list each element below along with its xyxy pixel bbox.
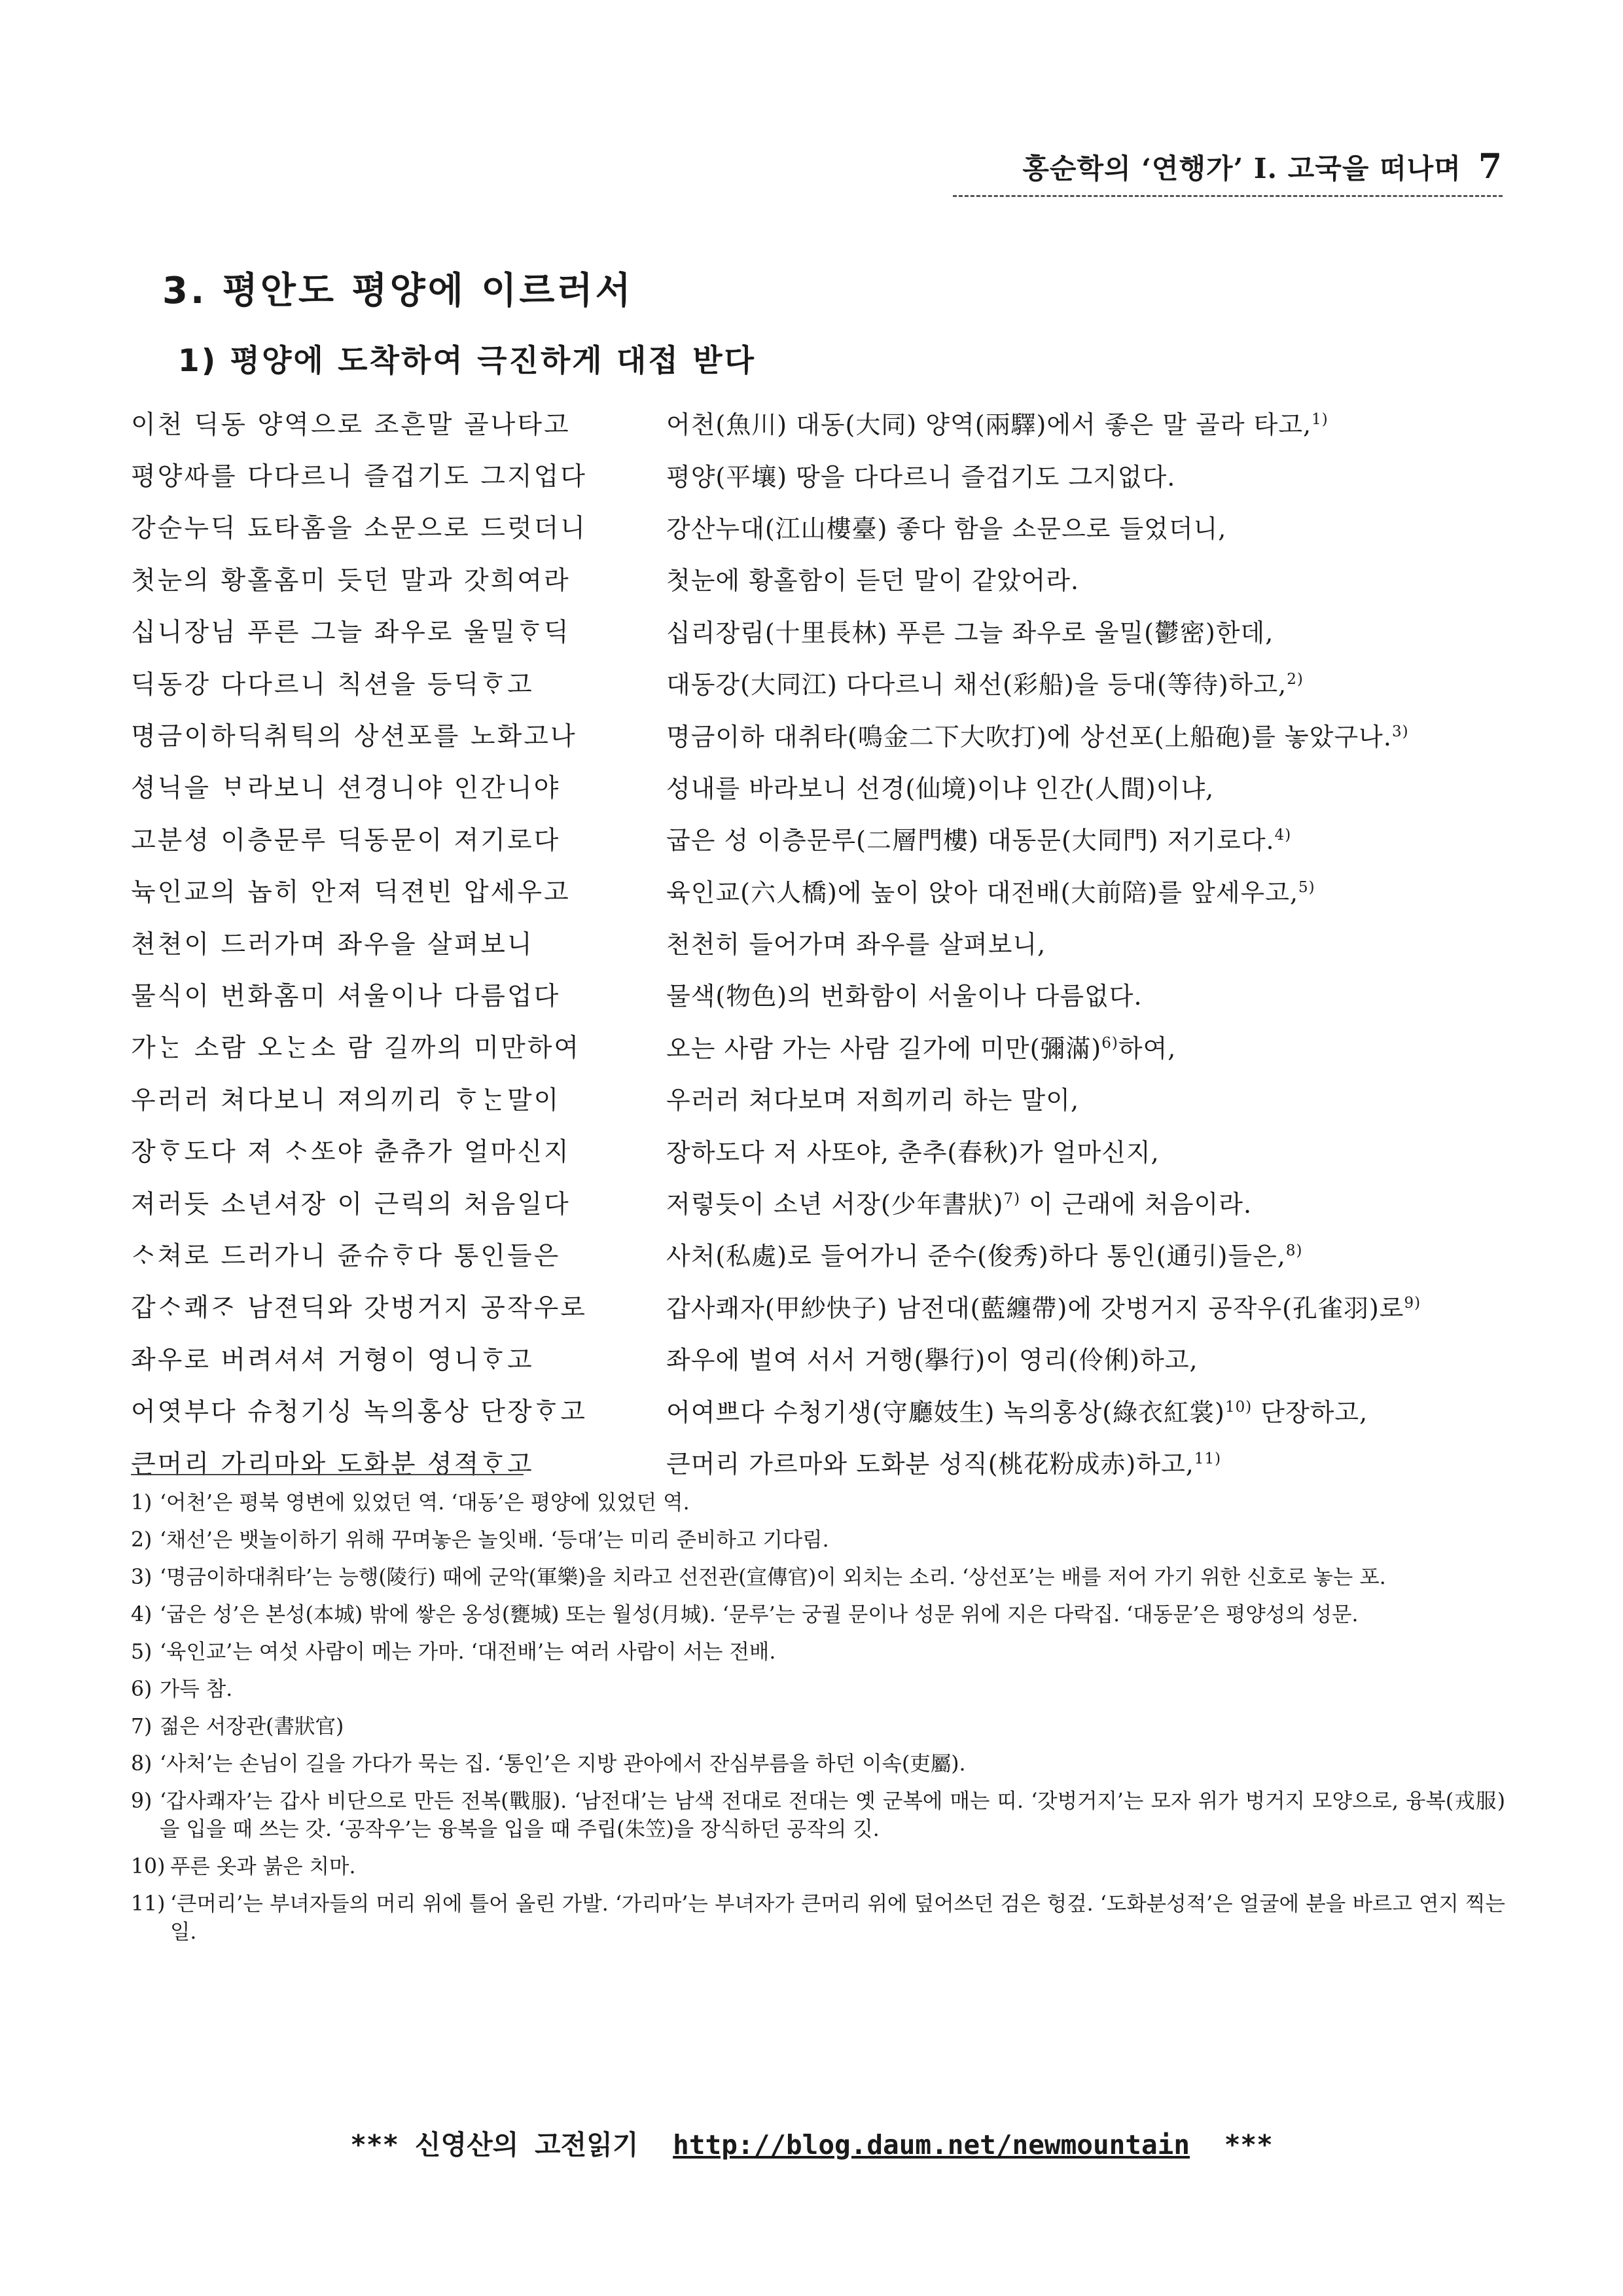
footnote-text: ‘굽은 성’은 본성(本城) 밖에 쌓은 옹성(甕城) 또는 월성(月城). ‘문루’는 궁궐 문이나 성문 위에 지은 다락집. ‘대동문’은 평양성의 성문.: [160, 1603, 1359, 1626]
footnote: [131, 1787, 1505, 1844]
footnote-marker: 4): [1274, 827, 1292, 844]
verse-original: 져러듯 소년셔장 이 근릭의 처음일다: [131, 1189, 571, 1219]
verse-modern: [666, 1184, 1252, 1220]
verse-original: 셩닉을 ᄇᆞ라보니 션경니야 인간니야: [131, 774, 561, 804]
verse-row: [131, 1280, 1512, 1332]
footnote-text: ‘명금이하대취타’는 능행(陵行) 때에 군악(軍樂)을 치라고 선전관(宣傳官)이 외치는 소리. ‘상선포’는 배를 저어 가기 위한 신호로 놓는 포.: [160, 1566, 1386, 1589]
verse-modern-text: 명금이하 대취타(鳴金二下大吹打)에 상선포(上船砲)를 놓았구나.: [666, 722, 1392, 751]
verse-modern-text: 장하도다 저 사또야, 춘추(春秋)가 얼마신지,: [666, 1138, 1160, 1167]
footnote-marker: 6): [1101, 1034, 1118, 1052]
verse-modern-text: 굽은 성 이층문루(二層門樓) 대동문(大同門) 저기로다.: [666, 826, 1275, 855]
verse-modern-text: 좌우에 벌여 서서 거행(擧行)이 영리(伶俐)하고,: [666, 1346, 1198, 1375]
verse-modern: [666, 924, 1046, 960]
verse-original: 십니장님 푸른 그늘 좌우로 울밀ᄒᆞ딕: [131, 618, 571, 648]
verse-modern: [666, 1340, 1198, 1376]
footnote-text: ‘사처’는 손님이 길을 가다가 묵는 집. ‘통인’은 지방 관아에서 잔심부름을 하던 이속(吏屬).: [160, 1752, 966, 1776]
verse-original: ᄉᆞ쳐로 드러가니 쥰슈ᄒᆞ다 통인들은: [131, 1241, 561, 1271]
verse-row: [131, 552, 1512, 604]
footnote: [131, 1601, 1505, 1629]
verse-row: [131, 916, 1512, 968]
verse-row: [131, 1124, 1512, 1175]
verse-original: 갑ᄉᆞ쾌ᄌᆞ 남젼딕와 갓벙거지 공작우로: [131, 1293, 587, 1323]
footer-right: ***: [1224, 2129, 1273, 2161]
footnote-number: 5): [131, 1640, 152, 1664]
verse-modern: [666, 1236, 1303, 1272]
footnote: [131, 1526, 1505, 1554]
footnote-number: 6): [131, 1677, 152, 1701]
header-text: 홍순학의 ‘연행가’ I. 고국을 떠나며: [1022, 152, 1461, 185]
footnote-text: ‘육인교’는 여섯 사람이 메는 가마. ‘대전배’는 여러 사람이 서는 전배.: [160, 1640, 776, 1664]
verse-modern-text: 큰머리 가르마와 도화분 성직(桃花粉成赤)하고,: [666, 1450, 1194, 1479]
verse-modern-text: 어천(魚川) 대동(大同) 양역(兩驛)에서 좋은 말 골라 타고,: [666, 410, 1312, 440]
footnote: [131, 1713, 1505, 1741]
verse-row: [131, 968, 1512, 1020]
verse-modern: [666, 768, 1214, 804]
footnote-number: 8): [131, 1752, 152, 1776]
verse-row: [131, 605, 1512, 656]
footnote-number: 1): [131, 1491, 152, 1515]
verse-row: [131, 812, 1512, 864]
section-title: 3. 평안도 평양에 이르러서: [162, 270, 633, 312]
footnote: [131, 1564, 1505, 1592]
verse-modern: [666, 1392, 1368, 1428]
footnote-number: 9): [131, 1789, 152, 1813]
verse-original: 큰머리 가리마와 도화분 셩젹ᄒᆞ고: [131, 1449, 534, 1479]
verse-row: [131, 656, 1512, 708]
verse-modern: [666, 1080, 1079, 1116]
page-number: 7: [1478, 147, 1503, 187]
verse-modern-text: 천천히 들어가며 좌우를 살펴보니,: [666, 930, 1046, 960]
footnotes: [131, 1489, 1505, 1956]
verse-row: [131, 865, 1512, 916]
verse-modern-text: 첫눈에 황홀함이 듣던 말이 같았어라.: [666, 566, 1080, 596]
blog-link[interactable]: http://blog.daum.net/newmountain: [673, 2129, 1190, 2161]
verse-modern: [666, 820, 1291, 856]
verse-original: 뉵인교의 놉히 안져 딕젼빈 압세우고: [131, 878, 571, 908]
verse-original: 가ᄂᆞᆫ 소람 오ᄂᆞᆫ소 람 길까의 미만하여: [131, 1033, 581, 1064]
footnote-marker: 9): [1404, 1294, 1421, 1312]
verse-original: 첫눈의 황홀홈미 듯던 말과 갓희여라: [131, 565, 571, 596]
verse-modern-text: 저렇듯이 소년 서장(少年書狀): [666, 1190, 1004, 1219]
verse-row: [131, 448, 1512, 500]
verse-original: 명금이하딕취틱의 상션포를 노화고나: [131, 722, 577, 752]
verse-original: 강순누딕 됴타홈을 소문으로 드럿더니: [131, 514, 587, 544]
verse-modern: [666, 404, 1329, 440]
verse-row: [131, 1228, 1512, 1280]
verse-modern-text: 대동강(大同江) 다다르니 채선(彩船)을 등대(等待)하고,: [666, 670, 1287, 700]
footnote-number: 10): [131, 1855, 166, 1878]
verse-original: 물식이 번화홈미 셔울이나 다름업다: [131, 981, 561, 1011]
footnote-marker: 2): [1287, 671, 1304, 689]
verse-modern-text: 평양(平壤) 땅을 다다르니 즐겁기도 그지없다.: [666, 462, 1176, 492]
footnote-marker: 3): [1391, 723, 1409, 740]
running-header: [936, 147, 1503, 187]
footnote-marker: 10): [1224, 1398, 1253, 1416]
verse-modern-text: 사처(私處)로 들어가니 준수(俊秀)하다 통인(通引)들은,: [666, 1242, 1286, 1271]
verse-original: 장ᄒᆞ도다 져 ᄉᆞᄯᅩ야 츈츄가 얼마신지: [131, 1138, 571, 1168]
verse-modern-text: 오는 사람 가는 사람 길가에 미만(彌滿): [666, 1033, 1102, 1063]
footnote-number: 2): [131, 1528, 152, 1552]
footnote-marker: 5): [1298, 878, 1315, 896]
footnote-text: 가득 참.: [160, 1677, 233, 1701]
footer: [0, 2123, 1623, 2162]
verse-row: [131, 761, 1512, 812]
verse-modern-text: 우러러 쳐다보며 저희끼리 하는 말이,: [666, 1086, 1080, 1115]
verse-modern: [666, 1288, 1421, 1324]
footnote-text: 푸른 옷과 붉은 치마.: [170, 1855, 356, 1878]
verse-row: [131, 1384, 1512, 1435]
header-divider: [953, 195, 1503, 197]
verse-row: [131, 1072, 1512, 1124]
verse-row: [131, 501, 1512, 552]
verse-row: [131, 1332, 1512, 1384]
footnote: [131, 1890, 1505, 1946]
verse-original: 이천 딕동 양역으로 조흔말 골나타고: [131, 410, 571, 440]
verse-row: [131, 708, 1512, 760]
footnote-text: ‘어천’은 평북 영변에 있었던 역. ‘대동’은 평양에 있었던 역.: [160, 1491, 690, 1515]
footnote-number: 3): [131, 1566, 152, 1589]
verse-modern: [666, 976, 1143, 1012]
footnote: [131, 1489, 1505, 1517]
footnote-number: 4): [131, 1603, 152, 1626]
footnote-number: 11): [131, 1892, 166, 1916]
verse-row: [131, 1176, 1512, 1228]
footnote-marker: 8): [1285, 1242, 1303, 1260]
footnote-text: ‘채선’은 뱃놀이하기 위해 꾸며놓은 놀잇배. ‘등대’는 미리 준비하고 기다림.: [160, 1528, 829, 1552]
verse-modern: [666, 872, 1315, 908]
footnote-marker: 1): [1311, 411, 1329, 429]
verse-modern: [666, 560, 1079, 596]
footnote-divider: [131, 1474, 524, 1475]
verse-modern-text: 어여쁘다 수청기생(守廳妓生) 녹의홍상(綠衣紅裳): [666, 1397, 1225, 1427]
verse-modern-tail: 하여,: [1118, 1033, 1177, 1063]
verse-modern-tail: 이 근래에 처음이라.: [1020, 1190, 1253, 1219]
verse-modern: [666, 664, 1304, 700]
verse-modern: [666, 613, 1274, 649]
verse-modern: [666, 1444, 1221, 1480]
verse-modern-text: 물색(物色)의 번화함이 서울이나 다름없다.: [666, 982, 1143, 1011]
footnote: [131, 1676, 1505, 1704]
verse-table: [131, 397, 1512, 1488]
verse-modern: [666, 457, 1175, 493]
verse-original: 좌우로 버려셔셔 거형이 영니ᄒᆞ고: [131, 1345, 534, 1375]
footnote: [131, 1853, 1505, 1881]
verse-modern-text: 십리장림(十里長林) 푸른 그늘 좌우로 울밀(鬱密)한데,: [666, 618, 1274, 647]
footnote-text: ‘갑사쾌자’는 갑사 비단으로 만든 전복(戰服). ‘남전대’는 남색 전대로 전대는 옛 군복에 매는 띠. ‘갓벙거지’는 모자 위가 벙거지 모양으로, 융복(戎服)을 입을 때 쓰는 갓. ‘공작우’는 융복을 입을 때 주립(朱笠)을 장식하던 공작의 깃.: [160, 1789, 1505, 1841]
verse-modern: [666, 1132, 1160, 1168]
subsection-title: 1) 평양에 도착하여 극진하게 대접 받다: [178, 343, 757, 379]
verse-modern-text: 갑사쾌자(甲紗快子) 남전대(藍纏帶)에 갓벙거지 공작우(孔雀羽)로: [666, 1293, 1404, 1323]
verse-modern-text: 강산누대(江山樓臺) 좋다 함을 소문으로 들었더니,: [666, 514, 1227, 543]
footnote: [131, 1750, 1505, 1778]
verse-modern: [666, 1028, 1176, 1064]
footnote-marker: 11): [1194, 1450, 1222, 1467]
verse-row: [131, 1020, 1512, 1072]
verse-original: 어엿부다 슈청기싱 녹의홍상 단장ᄒᆞ고: [131, 1397, 587, 1427]
verse-modern-text: 육인교(六人橋)에 높이 앉아 대전배(大前陪)를 앞세우고,: [666, 878, 1299, 907]
verse-modern-tail: 단장하고,: [1252, 1397, 1368, 1427]
verse-modern: [666, 717, 1409, 753]
footnote-text: 젊은 서장관(書狀官): [160, 1715, 344, 1738]
footnote: [131, 1638, 1505, 1666]
verse-original: 평양ᄯᅡ를 다다르니 즐겁기도 그지업다: [131, 462, 587, 492]
verse-modern: [666, 509, 1226, 545]
footnote-marker: 7): [1003, 1191, 1021, 1208]
verse-original: 우러러 쳐다보니 져의끼리 ᄒᆞᄂᆞᆫ말이: [131, 1085, 561, 1115]
verse-original: 쳔쳔이 드러가며 좌우을 살펴보니: [131, 929, 534, 960]
verse-modern-text: 성내를 바라보니 선경(仙境)이냐 인간(人間)이냐,: [666, 774, 1215, 803]
verse-row: [131, 397, 1512, 448]
verse-original: 딕동강 다다르니 칙션을 등딕ᄒᆞ고: [131, 670, 534, 700]
verse-original: 고분셩 이층문루 딕동문이 져기로다: [131, 825, 561, 855]
verse-row: [131, 1436, 1512, 1488]
footnote-text: ‘큰머리’는 부녀자들의 머리 위에 틀어 올린 가발. ‘가리마’는 부녀자가 큰머리 위에 덮어쓰던 검은 헝겊. ‘도화분성적’은 얼굴에 분을 바르고 연지 찍는 일.: [170, 1892, 1505, 1944]
footnote-number: 7): [131, 1715, 152, 1738]
footer-left: *** 신영산의 고전읽기: [350, 2129, 639, 2161]
